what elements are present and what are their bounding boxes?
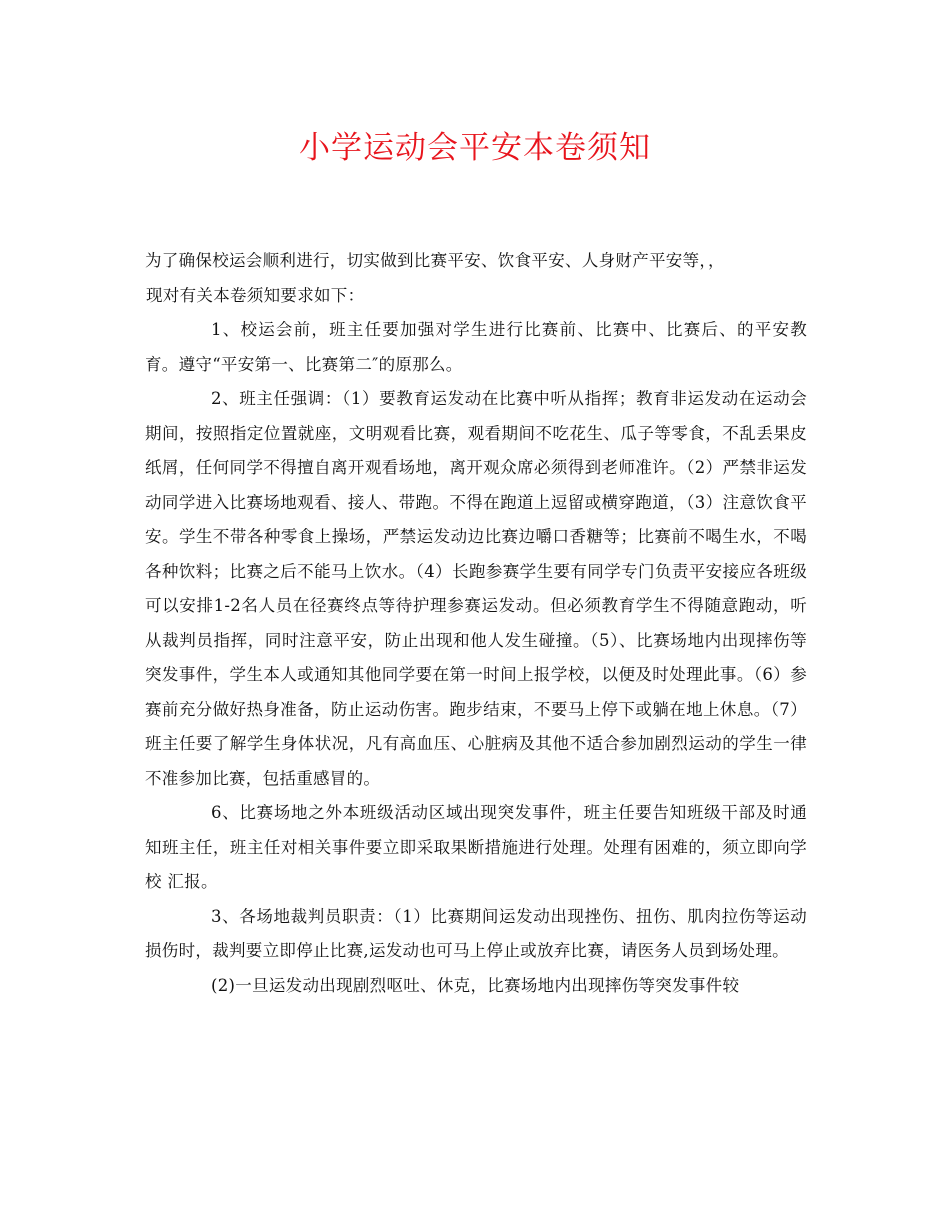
paragraph-1: 1、校运会前，班主任要加强对学生进行比赛前、比赛中、比赛后、的平安教育。遵守“平安第一、比赛第二″的原那么。 bbox=[145, 320, 807, 374]
paragraph-3-2: (2)一旦运发动出现剧烈呕吐、休克，比赛场地内出现摔伤等突发事件较 bbox=[211, 975, 740, 995]
paragraph-6: 6、比赛场地之外本班级活动区域出现突发事件，班主任要告知班级干部及时通知班主任，班主任对相关事件要立即采取果断措施进行处理。处理有困难的，须立即向学校 汇报。 bbox=[145, 803, 807, 891]
intro-line-1: 为了确保校运会顺利进行，切实做到比赛平安、饮食平安、人身财产平安等，， bbox=[145, 251, 725, 270]
paragraph-2: 2、班主任强调：（1）要教育运发动在比赛中听从指挥；教育非运发动在运动会期间，按照指定位置就座，文明观看比赛，观看期间不吃花生、瓜子等零食，不乱丢果皮纸屑，任何同学不得擅自离开观看场地，离开观众席必须得到老师准许。（2）严禁非运发动同学进入比赛场地观看、接人、带跑。不得在跑道上逗留或横穿跑道，（3）注意饮食平安。学生不带各种零食上操场，严禁运发动边比赛边嚼口香糖等；比赛前不喝生水，不喝各种饮料；比赛之后不能马上饮水。（4）长跑参赛学生要有同学专门负责平安接应各班级可以安排1-2名人员在径赛终点等待护理参赛运发动。但必须教育学生不得随意跑动，听从裁判员指挥，同时注意平安，防止出现和他人发生碰撞。（5）、比赛场地内出现摔伤等突发事件，学生本人或通知其他同学要在第一时间上报学校，以便及时处理此事。（6）参赛前充分做好热身准备，防止运动伤害。跑步结束，不要马上停下或躺在地上休息。（7）班主任要了解学生身体状况，凡有高血压、心脏病及其他不适合参加剧烈运动的学生一律不准参加比赛，包括重感冒的。 bbox=[145, 389, 807, 788]
intro-line-2: 现对有关本卷须知要求如下： bbox=[146, 285, 365, 305]
document-title: 小学运动会平安本卷须知 bbox=[299, 130, 651, 166]
intro-paragraph bbox=[145, 244, 807, 313]
document-body bbox=[145, 244, 807, 1003]
paragraph-3: 3、各场地裁判员职责：（1）比赛期间运发动出现挫伤、扭伤、肌肉拉伤等运动损伤时，裁判要立即停止比赛,运发动也可马上停止或放弃比赛，请医务人员到场处理。 bbox=[145, 906, 807, 960]
